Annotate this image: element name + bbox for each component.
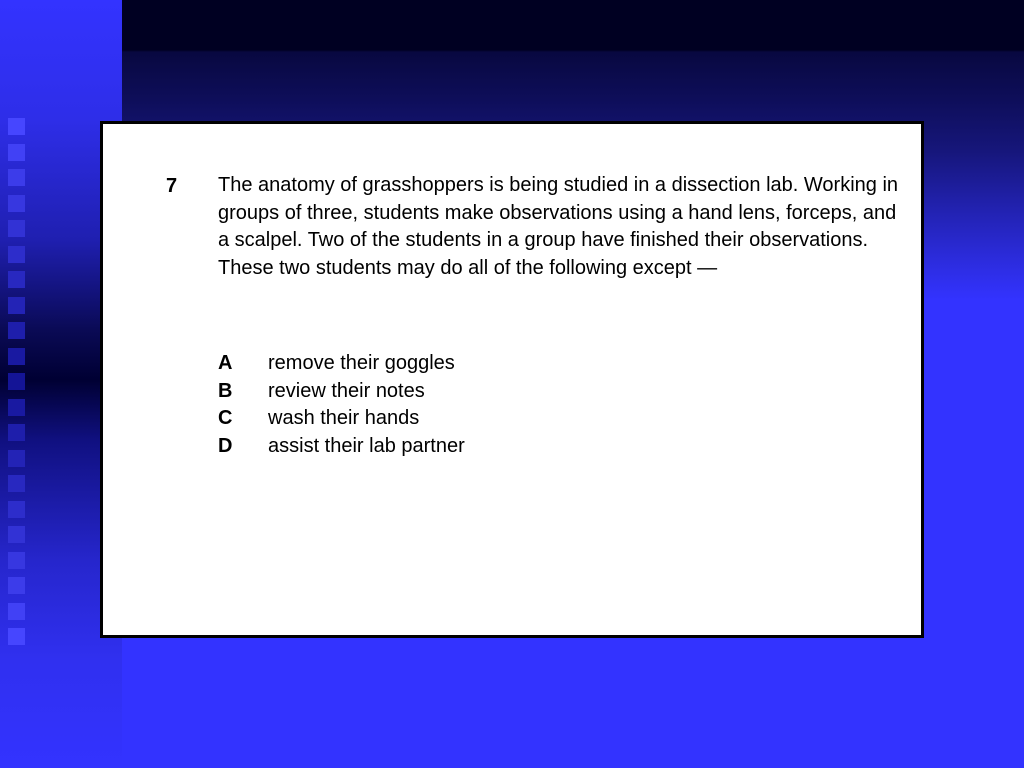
- decorative-square: [8, 399, 25, 416]
- decorative-square: [8, 297, 25, 314]
- question-number: 7: [166, 175, 178, 197]
- choice-letter: D: [218, 434, 233, 457]
- decorative-square: [8, 118, 25, 135]
- choice-text: wash their hands: [268, 407, 420, 429]
- choice-c[interactable]: [218, 405, 465, 433]
- decorative-square: [8, 577, 25, 594]
- decorative-square: [8, 373, 25, 390]
- decorative-square: [8, 271, 25, 288]
- choice-letter: B: [218, 379, 233, 402]
- answer-choices: [218, 350, 465, 460]
- question-text: The anatomy of grasshoppers is being studied in a dissection lab. Working in groups of three, students make observations using a hand lens, forceps, and a scalpel. Two of the students in a group have finished their observations. These two students may do all of the following except —: [218, 174, 899, 279]
- decorative-square: [8, 246, 25, 263]
- question-card: [100, 121, 924, 638]
- choice-d[interactable]: [218, 433, 465, 461]
- decorative-square: [8, 195, 25, 212]
- decorative-square: [8, 144, 25, 161]
- choice-a[interactable]: [218, 350, 465, 378]
- decorative-square: [8, 475, 25, 492]
- decorative-square: [8, 628, 25, 645]
- decorative-square: [8, 220, 25, 237]
- decorative-square: [8, 603, 25, 620]
- choice-b[interactable]: [218, 378, 465, 406]
- decorative-square: [8, 501, 25, 518]
- decorative-square: [8, 424, 25, 441]
- choice-text: review their notes: [268, 379, 425, 402]
- decorative-square: [8, 552, 25, 569]
- choice-text: assist their lab partner: [268, 434, 465, 457]
- decorative-square: [8, 322, 25, 339]
- decorative-square: [8, 348, 25, 365]
- decorative-square: [8, 526, 25, 543]
- choice-letter: C: [218, 407, 233, 429]
- decorative-squares: [8, 118, 28, 678]
- decorative-square: [8, 450, 25, 467]
- decorative-square: [8, 169, 25, 186]
- choice-letter: A: [218, 352, 233, 374]
- choice-text: remove their goggles: [268, 352, 455, 374]
